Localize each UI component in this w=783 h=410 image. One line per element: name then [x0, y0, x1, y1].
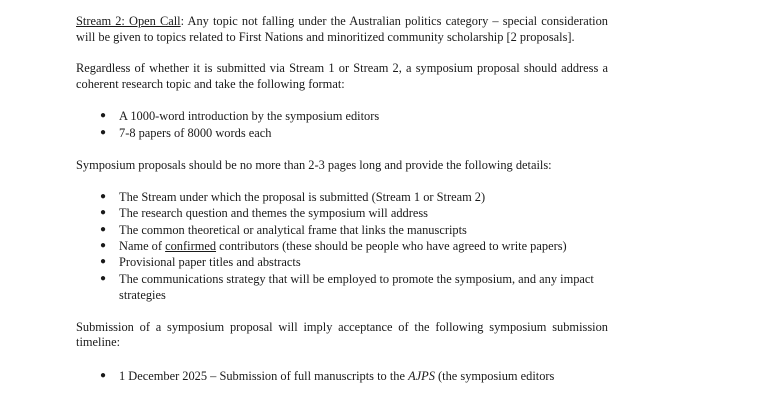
format-list	[76, 108, 608, 141]
list-item	[76, 189, 608, 205]
list-item	[76, 254, 608, 270]
journal-abbrev: AJPS	[408, 368, 435, 383]
list-item-text: The research question and themes the symposium will address	[119, 206, 429, 221]
list-item	[76, 205, 608, 221]
list-item-text: The common theoretical or analytical frame that links the manuscripts	[119, 222, 467, 237]
list-item	[76, 108, 608, 124]
submission-intro-paragraph: Submission of a symposium proposal will imply acceptance of the following symposium submission timeline:	[76, 319, 608, 350]
bullet-icon: ●	[100, 369, 107, 381]
details-intro-paragraph: Symposium proposals should be no more than 2-3 pages long and provide the following details:	[76, 158, 552, 173]
details-list	[76, 189, 608, 304]
list-item-text: Provisional paper titles and abstracts	[119, 255, 301, 270]
stream2-paragraph	[76, 14, 608, 45]
list-item	[76, 238, 608, 254]
timeline-text-before: 1 December 2025 – Submission of full manuscripts to the	[119, 368, 409, 383]
bullet-icon: ●	[100, 272, 107, 284]
bullet-icon: ●	[100, 190, 107, 202]
confirmed-underlined: confirmed	[165, 239, 217, 253]
stream2-text: : Any topic not falling under the Australian politics category – special consideration will be given to topics related to First Nations and minoritized community scholarship [2 proposals].	[76, 14, 609, 44]
list-item	[76, 368, 608, 384]
timeline-list	[76, 368, 608, 384]
bullet-icon: ●	[100, 207, 107, 219]
timeline-text-after: (the symposium editors	[434, 368, 555, 383]
list-item-text-after: contributors (these should be people who have agreed to write papers)	[216, 239, 567, 253]
bullet-icon: ●	[100, 256, 107, 268]
bullet-icon: ●	[100, 240, 107, 251]
bullet-icon: ●	[100, 126, 107, 138]
format-intro-paragraph: Regardless of whether it is submitted via Stream 1 or Stream 2, a symposium proposal should address a coherent research topic and take the following format:	[76, 61, 608, 91]
list-item	[76, 271, 608, 304]
list-item	[76, 125, 608, 141]
document-page	[76, 14, 608, 384]
list-item	[76, 222, 608, 238]
list-item-text: A 1000-word introduction by the symposium editors	[119, 109, 380, 124]
bullet-icon: ●	[100, 110, 107, 122]
stream2-heading: Stream 2: Open Call	[76, 14, 181, 28]
list-item-text-before: Name of	[119, 239, 166, 253]
list-item-text: The Stream under which the proposal is submitted (Stream 1 or Stream 2)	[119, 189, 486, 204]
bullet-icon: ●	[100, 223, 107, 235]
list-item-text: The communications strategy that will be employed to promote the symposium, and any impact strategies	[119, 271, 594, 303]
list-item-text: 7-8 papers of 8000 words each	[119, 125, 272, 140]
